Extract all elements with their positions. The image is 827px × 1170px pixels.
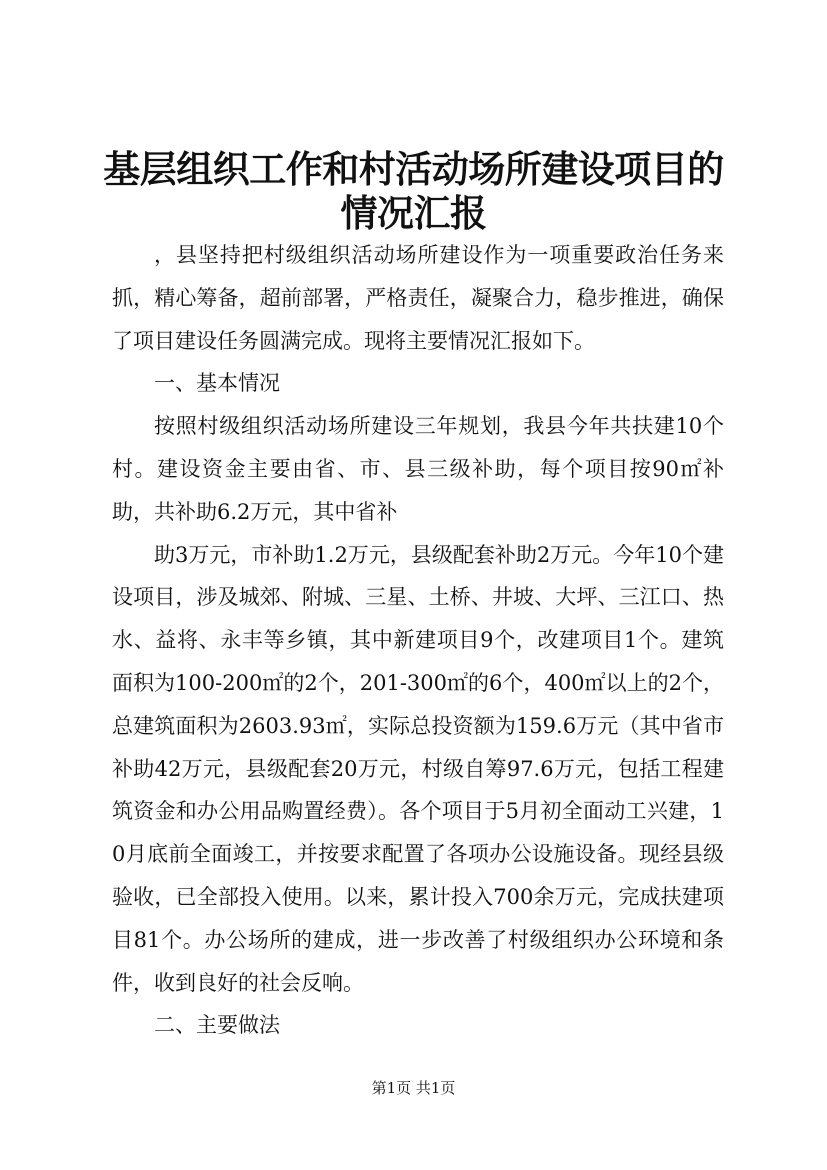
section-heading-basic-situation: 一、基本情况 [154,371,280,396]
page-footer: 第1页 共1页 [371,1079,456,1097]
section-heading-main-practices: 二、主要做法 [154,1013,280,1038]
document-body [112,234,724,1047]
intro-paragraph: ，县坚持把村级组织活动场所建设作为一项重要政治任务来抓，精心筹备，超前部署，严格责任，凝聚合力，稳步推进，确保了项目建设任务圆满完成。现将主要情况汇报如下。 [112,243,724,353]
basic-situation-paragraph-1: 按照村级组织活动场所建设三年规划，我县今年共扶建10个村。建设资金主要由省、市、县三级补助，每个项目按90㎡补助，共补助6.2万元，其中省补 [112,414,724,524]
document-title: 基层组织工作和村活动场所建设项目的情况汇报 [103,147,724,235]
basic-situation-paragraph-2: 助3万元，市补助1.2万元，县级配套补助2万元。今年10个建设项目，涉及城郊、附城、三星、土桥、井坡、大坪、三江口、热水、益将、永丰等乡镇，其中新建项目9个，改建项目1个。建筑面积为100-200㎡的2个，201-300㎡的6个，400㎡以上的2个，总建筑面积为2603.93㎡，实际总投资额为159.6万元（其中省市补助42万元，县级配套20万元，村级自筹97.6万元，包括工程建筑资金和办公用品购置经费）。各个项目于5月初全面动工兴建，10月底前全面竣工，并按要求配置了各项办公设施设备。现经县级验收，已全部投入使用。以来，累计投入700余万元，完成扶建项目81个。办公场所的建成，进一步改善了村级组织办公环境和条件，收到良好的社会反响。 [112,542,724,995]
